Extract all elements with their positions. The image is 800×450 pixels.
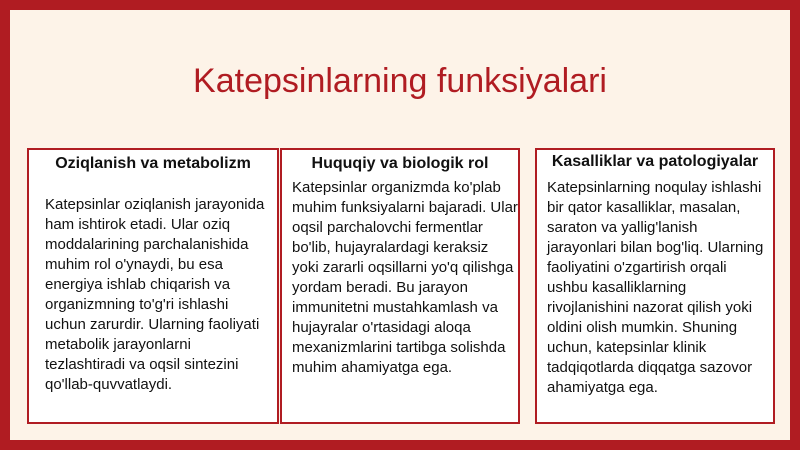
card-legal-biological-role xyxy=(280,148,520,424)
slide-title: Katepsinlarning funksiyalari xyxy=(193,62,607,100)
card-diseases-pathologies xyxy=(535,148,775,424)
card-body: Katepsinlarning noqulay ishlashi bir qator kasalliklar, masalan, saraton va yallig'lanish jarayonlari bilan bog'liq. Ularning faoliyatini o'zgartirish orqali ushbu kasalliklarning rivojlanishini nazorat qilish yoki oldini olish mumkin. Shuning uchun, katepsinlar klinik tadqiqotlarda diqqatga sazovor ahamiyatga ega. xyxy=(547,179,764,396)
card-title: Oziqlanish va metabolizm xyxy=(55,155,251,172)
card-title: Kasalliklar va patologiyalar xyxy=(551,153,759,170)
card-body: Katepsinlar organizmda ko'plab muhim funksiyalarni bajaradi. Ular oqsil parchalovchi fermentlar bo'lib, hujayralardagi keraksiz yoki zararli oqsillarni yo'q qilishga yordam beradi. Bu jarayon immunitetni mustahkamlash va hujayralar o'rtasidagi aloqa mexanizmlarini tartibga solishda muhim ahamiyatga ega. xyxy=(292,179,518,376)
card-body: Katepsinlar oziqlanish jarayonida ham ishtirok etadi. Ular oziq moddalarining parchalanishida muhim rol o'ynaydi, bu esa energiya ishlab chiqarish va organizmning to'g'ri ishlashi uchun zarurdir. Ularning faoliyati metabolik jarayonlarni tezlashtiradi va oqsil sintezini qo'llab-quvvatlaydi. xyxy=(45,196,265,393)
card-nutrition-metabolism xyxy=(27,148,279,424)
card-title: Huquqiy va biologik rol xyxy=(311,155,489,172)
